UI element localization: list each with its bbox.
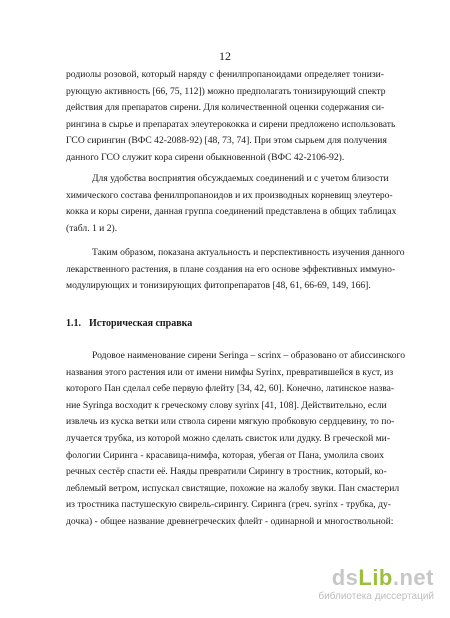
- text-line: речных сестёр спасти её. Наяды превратили Сирингу в тростник, который, ко-: [66, 466, 387, 478]
- text-line: данного ГСО служит кора сирени обыкновенной (ВФС 42-2106-92).: [66, 151, 345, 163]
- dslib-logo: dsLib.net: [331, 565, 434, 590]
- text-line: модулирующих и тонизирующих фитопрепаратов [48, 61, 66-69, 149, 166].: [66, 280, 371, 292]
- section-heading: [66, 318, 192, 329]
- text-line: ГСО сирингин (ВФС 42-2088-92) [48, 73, 74]. При этом сырьем для получения: [66, 135, 387, 147]
- dslib-watermark: [284, 566, 434, 602]
- text-line: рингина в сырье и препаратах элеутерококка и сирени предложено использовать: [66, 118, 396, 130]
- text-line: из тростника пастушескую свирель-сирингу. Сиринга (греч. syrinx - трубка, ду-: [66, 499, 391, 511]
- text-line: названия этого растения или от имени нимфы Syrinx, превратившейся в куст, из: [66, 366, 394, 378]
- page-number: 12: [219, 49, 231, 63]
- section-title: Историческая справка: [89, 318, 193, 329]
- paragraph-3: [66, 245, 405, 295]
- paragraph-4: [66, 348, 406, 531]
- text-line: извлечь из куска ветки или ствола сирени мягкую пробковую сердцевину, то по-: [66, 416, 395, 428]
- text-line: Родовое наименование сирени Seringa – scrinx – образовано от абиссинского: [92, 350, 406, 361]
- paragraph-1: [66, 67, 396, 167]
- text-line: дочка) - общее название древнегреческих флейт - одинарной и многоствольной:: [66, 515, 394, 527]
- text-line: лучается трубка, из которой можно сделать свисток или дудку. В греческой ми-: [66, 432, 391, 444]
- text-line: ние Syringa восходит к греческому слову syrinx [41, 108]. Действительно, если: [66, 399, 387, 411]
- text-line: химического состава фенилпропаноидов и их производных корневищ элеутеро-: [66, 189, 393, 201]
- text-line: лекарственного растения, в плане создания на его основе эффективных иммуно-: [66, 263, 396, 275]
- text-line: действия для препаратов сирени. Для количественной оценки содержания си-: [66, 102, 385, 114]
- text-line: кокка и коры сирени, данная группа соединений представлена в общих таблицах: [66, 206, 397, 218]
- section-number: 1.1.: [66, 318, 81, 329]
- watermark-subtitle: библиотека диссертаций: [318, 591, 434, 602]
- text-line: Таким образом, показана актуальность и перспективность изучения данного: [92, 247, 405, 258]
- text-line: рующую активность [66, 75, 112]) можно предполагать тонизирующий спектр: [66, 85, 386, 97]
- text-line: которого Пан сделал себе первую флейту [34, 42, 60]. Конечно, латинское назва-: [66, 383, 395, 395]
- text-line: фологии Сиринга - красавица-нимфа, которая, убегая от Пана, умолила своих: [66, 449, 384, 461]
- text-line: Для удобства восприятия обсуждаемых соединений и с учетом близости: [92, 173, 389, 184]
- paragraph-2: [66, 171, 397, 237]
- text-line: родиолы розовой, который наряду с фенилпропаноидами определяет тонизи-: [66, 69, 384, 80]
- text-line: (табл. 1 и 2).: [66, 222, 118, 234]
- text-line: леблемый ветром, испускал свистящие, похожие на жалобу звуки. Пан смастерил: [66, 482, 400, 494]
